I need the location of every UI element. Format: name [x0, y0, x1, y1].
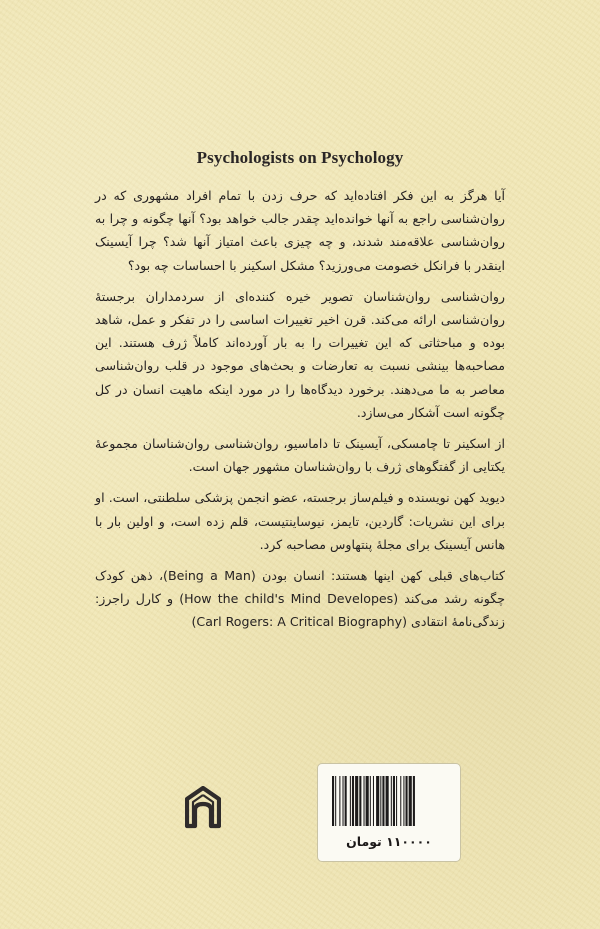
back-cover-blurb — [95, 184, 505, 634]
barcode-icon — [332, 776, 446, 826]
blurb-paragraph-2: روان‌شناسی روان‌شناسان تصویر خیره کننده‌ای از سردمداران برجستهٔ روان‌شناسی ارائه می‌کند. قرن اخیر تغییرات اساسی را در تفکر و عمل، شاهد بوده و مباحثاتی که این تغییرات را به بار آورده‌اند کاملاً ژرف هستند. این مصاحبه‌ها بینشی نسبت به تعارضات و بحث‌های موجود در قلب روان‌شناسی معاصر به ما می‌دهند. برخورد دیدگاه‌ها را در مورد اینکه ماهیت انسان در کل چگونه است آشکار می‌سازد. — [95, 288, 505, 420]
book-title: Psychologists on Psychology — [196, 148, 404, 167]
barcode-sticker — [317, 763, 461, 862]
author-bio-paragraph: دیوید کهن نویسنده و فیلم‌ساز برجسته، عضو انجمن پزشکی سلطنتی، است. او برای این نشریات: گاردین، تایمز، نیوساینتیست، قلم زده است، و اولین بار با هانس آیسینک برای مجلهٔ پنتهاوس مصاحبه کرد. — [95, 490, 505, 552]
price-label: ۱۱۰۰۰۰ تومان — [346, 834, 432, 849]
blurb-paragraph-3: از اسکینر تا چامسکی، آیسینک تا داماسیو، روان‌شناسی روان‌شناسان مجموعهٔ یکتایی از گفتگوهای ژرف با روان‌شناسان مشهور جهان است. — [95, 436, 505, 475]
previous-books-paragraph: کتاب‌های قبلی کهن اینها هستند: انسان بودن (Being a Man)، ذهن کودک چگونه رشد می‌کند (How the child's Mind Developes) و کارل راجرز: زندگی‌نامهٔ انتقادی (Carl Rogers: A Critical Biography) — [95, 568, 505, 630]
blurb-paragraph-1: آیا هرگز به این فکر افتاده‌اید که حرف زدن با تمام افراد مشهوری که در روان‌شناسی راجع به آنها خوانده‌اید چقدر جالب خواهد بود؟ آنها چگونه و چرا به روان‌شناسی علاقه‌مند شدند، و چه چیزی باعث امتیاز آنها شد؟ چرا آیسینک اینقدر با فرانکل خصومت می‌ورزید؟ مشکل اسکینر با احساسات چه بود؟ — [95, 188, 505, 273]
publisher-logo-icon — [185, 786, 221, 830]
